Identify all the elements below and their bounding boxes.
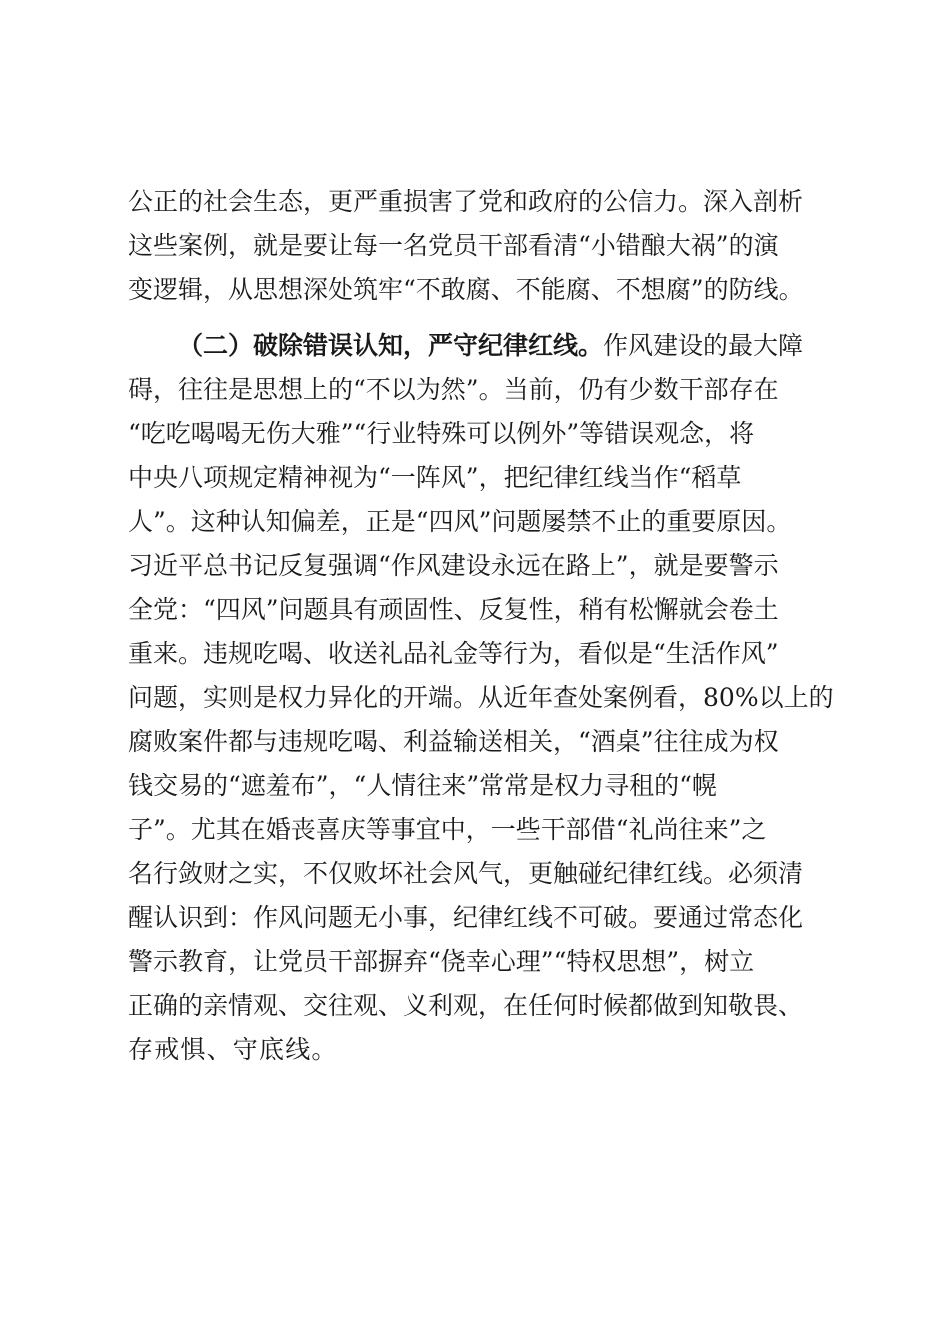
paragraph-2-line-8: 重来。违规吃喝、收送礼品礼金等行为，看似是“生活作风” [128, 639, 779, 668]
paragraph-2-line-10: 腐败案件都与违规吃喝、利益输送相关，“酒桌”往往成为权 [128, 727, 779, 756]
paragraph-1-line-1: 公正的社会生态，更严重损害了党和政府的公信力。深入剖析 [128, 187, 804, 216]
section-heading: （二）破除错误认知，严守纪律红线。 [178, 331, 604, 360]
paragraph-2-line-14: 醒认识到：作风问题无小事，纪律红线不可破。要通过常态化 [128, 903, 804, 932]
paragraph-2-first-line-text: 作风建设的最大障 [603, 331, 804, 360]
paragraph-2-line-15: 警示教育，让党员干部摒弃“侥幸心理”“特权思想”，树立 [128, 947, 755, 976]
paragraph-2-line-17: 存戒惧、守底线。 [128, 1035, 338, 1064]
paragraph-1-line-3: 变逻辑，从思想深处筑牢“不敢腐、不能腐、不想腐”的防线。 [128, 275, 804, 304]
paragraph-2-line-9: 问题，实则是权力异化的开端。从近年查处案例看，80%以上的 [128, 683, 834, 712]
paragraph-1-line-2: 这些案例，就是要让每一名党员干部看清“小错酿大祸”的演 [128, 231, 779, 260]
paragraph-2-line-13: 名行敛财之实，不仅败坏社会风气，更触碰纪律红线。必须清 [128, 859, 804, 888]
paragraph-1 [128, 180, 838, 312]
paragraph-2-line-6: 习近平总书记反复强调“作风建设永远在路上”，就是要警示 [128, 551, 779, 580]
paragraph-2-line-16: 正确的亲情观、交往观、义利观，在任何时候都做到知敬畏、 [128, 991, 804, 1020]
paragraph-2-line-11: 钱交易的“遮羞布”，“人情往来”常常是权力寻租的“幌 [128, 771, 717, 800]
paragraph-2-line-7: 全党：“四风”问题具有顽固性、反复性，稍有松懈就会卷土 [128, 595, 779, 624]
paragraph-2-first-line-wrap [128, 324, 803, 368]
paragraph-2-line-1 [128, 324, 838, 368]
paragraph-2-line-5: 人”。这种认知偏差，正是“四风”问题屡禁不止的重要原因。 [128, 507, 792, 536]
paragraph-2-line-12: 子”。尤其在婚丧喜庆等事宜中，一些干部借“礼尚往来”之 [128, 815, 767, 844]
paragraph-2-line-4: 中央八项规定精神视为“一阵风”，把纪律红线当作“稻草 [128, 463, 742, 492]
paragraph-2 [128, 324, 838, 1072]
paragraph-2-line-3: “吃吃喝喝无伤大雅”“行业特殊可以例外”等错误观念，将 [128, 419, 755, 448]
paragraph-2-line-2: 碍，往往是思想上的“不以为然”。当前，仍有少数干部存在 [128, 375, 779, 404]
